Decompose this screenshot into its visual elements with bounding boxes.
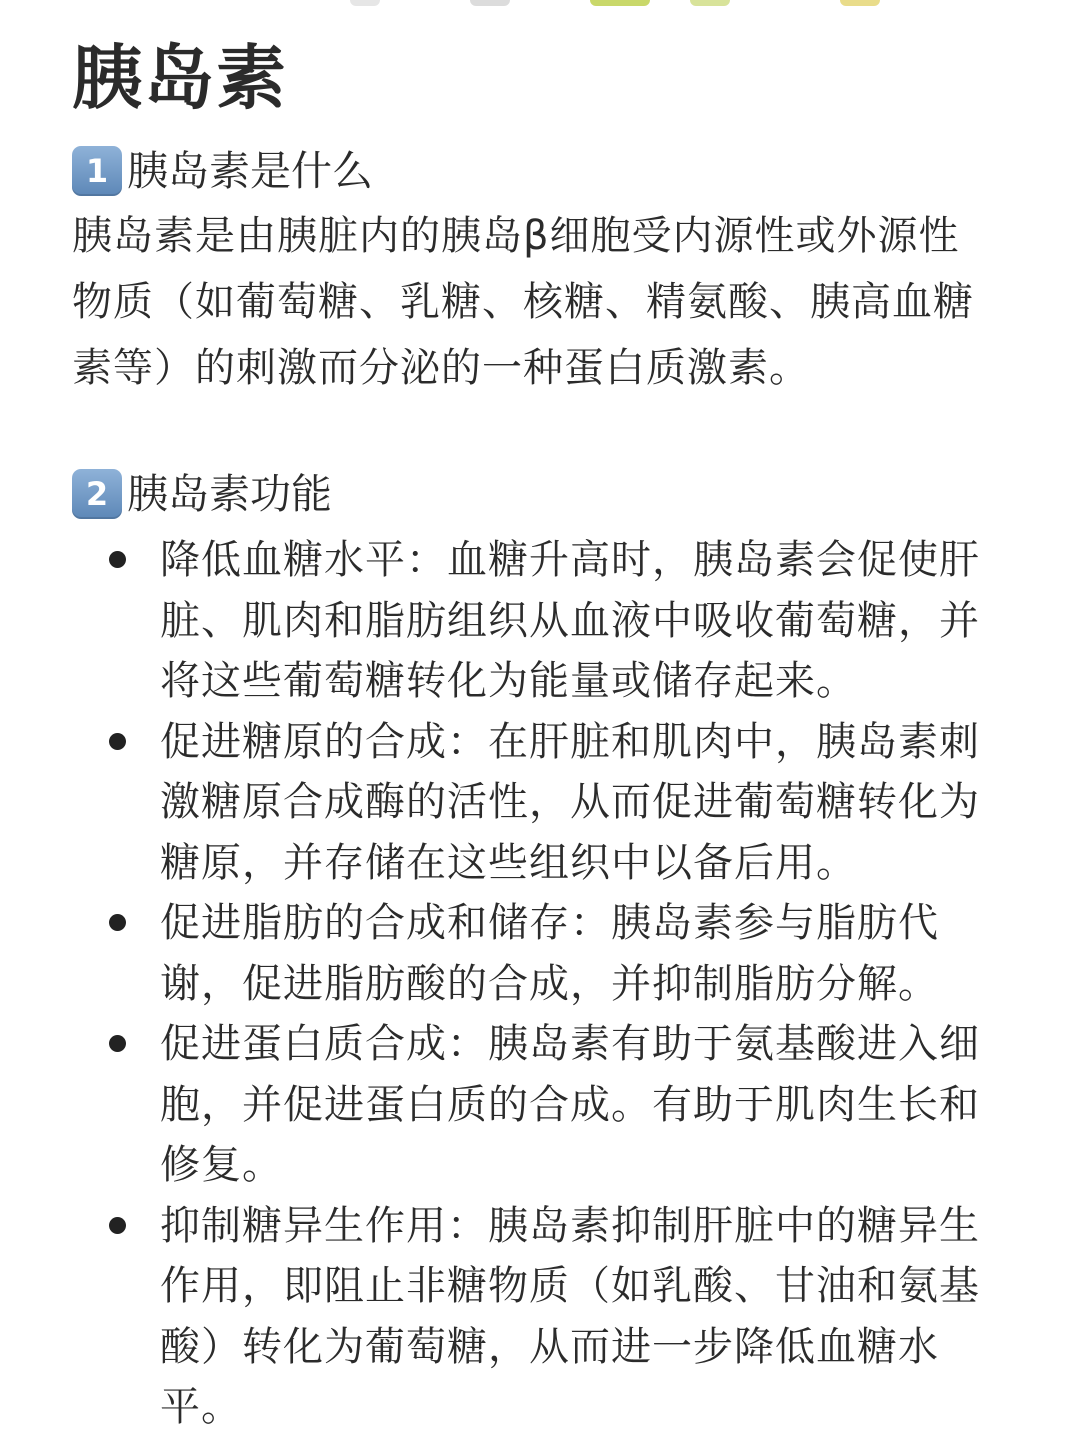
keycap-digit-one-icon: 1 bbox=[72, 146, 122, 196]
keycap-digit-two-icon: 2 bbox=[72, 469, 122, 519]
bullet-dot-icon bbox=[109, 551, 126, 568]
section-heading-what-is bbox=[72, 143, 373, 199]
bullet-item-glycogen-synthesis bbox=[0, 712, 1020, 894]
bullet-item-fat-synthesis bbox=[0, 893, 1020, 1014]
cropped-mark bbox=[350, 0, 380, 6]
bullet-text: 促进脂肪的合成和储存：胰岛素参与脂肪代谢，促进脂肪酸的合成，并抑制脂肪分解。 bbox=[160, 900, 939, 1007]
bullet-dot-icon bbox=[109, 1035, 126, 1052]
bullet-dot-icon bbox=[109, 914, 126, 931]
bullet-item-protein-synthesis bbox=[0, 1014, 1020, 1196]
section-heading-label: 胰岛素是什么 bbox=[127, 147, 373, 195]
bullet-text: 促进蛋白质合成：胰岛素有助于氨基酸进入细胞，并促进蛋白质的合成。有助于肌肉生长和修复。 bbox=[160, 1021, 980, 1188]
cropped-mark bbox=[590, 0, 650, 6]
cropped-mark bbox=[840, 0, 880, 6]
bullet-item-lower-blood-sugar bbox=[0, 530, 1020, 712]
bullet-text: 降低血糖水平：血糖升高时，胰岛素会促使肝脏、肌肉和脂肪组织从血液中吸收葡萄糖，并将这些葡萄糖转化为能量或储存起来。 bbox=[160, 537, 980, 704]
section-heading-label: 胰岛素功能 bbox=[127, 470, 332, 518]
bullet-dot-icon bbox=[109, 733, 126, 750]
bullet-item-inhibit-gluconeogenesis bbox=[0, 1196, 1020, 1438]
bullet-dot-icon bbox=[109, 1217, 126, 1234]
bullet-text: 抑制糖异生作用：胰岛素抑制肝脏中的糖异生作用，即阻止非糖物质（如乳酸、甘油和氨基酸）转化为葡萄糖，从而进一步降低血糖水平。 bbox=[160, 1202, 980, 1430]
cropped-mark bbox=[690, 0, 730, 6]
section-body-definition: 胰岛素是由胰脏内的胰岛β细胞受内源性或外源性物质（如葡萄糖、乳糖、核糖、精氨酸、胰高血糖素等）的刺激而分泌的一种蛋白质激素。 bbox=[72, 213, 974, 391]
function-bullet-list bbox=[0, 530, 1080, 1438]
section-heading-functions bbox=[72, 466, 332, 522]
page-title: 胰岛素 bbox=[72, 37, 288, 119]
bullet-text: 促进糖原的合成：在肝脏和肌肉中，胰岛素刺激糖原合成酶的活性，从而促进葡萄糖转化为糖原，并存储在这些组织中以备后用。 bbox=[160, 718, 980, 886]
cropped-top-decoration bbox=[0, 0, 1080, 10]
cropped-mark bbox=[470, 0, 510, 6]
